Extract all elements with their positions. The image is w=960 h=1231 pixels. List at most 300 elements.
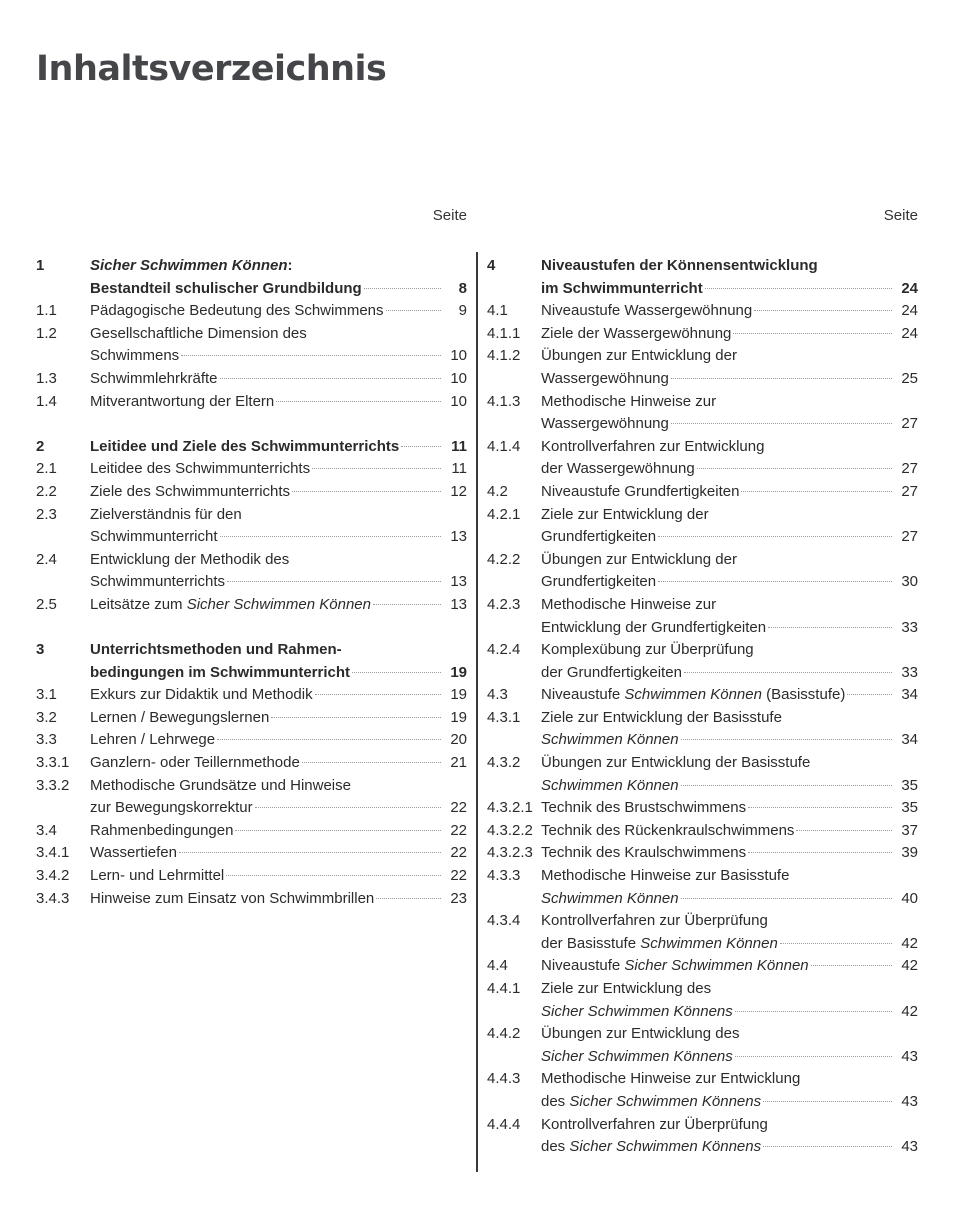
entry-text [541,1114,768,1137]
dot-leader [364,288,441,289]
entry-title [90,481,467,504]
dot-leader [796,830,892,831]
toc-entry[interactable] [487,978,918,1023]
title-fragment: (Basisstufe) [761,686,846,704]
entry-title-line [541,300,918,323]
entry-title-line [90,662,467,685]
title-fragment: Technik des Rückenkraulschwimmens [541,821,795,839]
toc-entry[interactable] [36,775,467,820]
entry-title-line [541,955,918,978]
entry-title-line [90,865,467,888]
entry-text [541,707,782,730]
entry-title-line [90,481,467,504]
entry-number: 3.3.2 [36,776,70,794]
title-fragment: Bestandteil schulischer Grundbildung [90,279,362,297]
entry-title [541,910,918,955]
title-fragment: Leitidee und Ziele des Schwimmunterrichts [90,437,400,455]
entry-number: 4.3.2.3 [487,844,533,862]
entry-title [541,978,918,1023]
entry-text [541,413,669,436]
dot-leader [658,581,892,582]
entry-number: 4.1.4 [487,437,521,455]
toc-entry[interactable] [36,707,467,730]
entry-text [90,481,290,504]
entry-text [541,820,794,843]
entry-text [90,842,177,865]
entry-number: 1.2 [36,324,57,342]
dot-leader [255,807,441,808]
entry-number: 4.1.2 [487,347,521,365]
entry-title [90,368,467,391]
entry-title-line [541,933,918,956]
toc-entry[interactable] [36,865,467,888]
entry-text [90,820,233,843]
entry-text [90,571,225,594]
entry-text [541,978,711,1001]
entry-text [541,752,810,775]
title-fragment: Lernen / Bewegungslernen [90,708,270,726]
toc-entry[interactable] [487,752,918,797]
entry-title [90,594,467,617]
entry-title [541,842,918,865]
entry-text [541,481,739,504]
title-fragment: Ziele zur Entwicklung der [541,505,709,523]
toc-entry[interactable] [36,549,467,594]
page-number: 19 [450,708,467,726]
page-number: 42 [901,1002,918,1020]
italic-title-fragment: Sicher Schwimmen Könnens [569,1138,762,1156]
toc-entry[interactable] [487,1114,918,1159]
entry-text [541,1136,761,1159]
title-fragment: Komplexübung zur Überprüfung [541,641,754,659]
toc-entry[interactable] [487,594,918,639]
page-number: 22 [450,867,467,885]
page-number: 33 [901,618,918,636]
page-number: 27 [901,482,918,500]
dot-leader [352,672,441,673]
column-divider [476,252,478,1172]
dot-leader [658,536,892,537]
toc-entry[interactable] [487,391,918,436]
page-number: 34 [901,686,918,704]
entry-title-line [541,436,918,459]
toc-entry[interactable] [36,888,467,911]
toc-entry[interactable] [487,323,918,346]
page-number: 11 [451,460,467,478]
title-fragment: im Schwimmunterricht [541,279,703,297]
entry-text [541,775,679,798]
toc-entry[interactable] [487,955,918,978]
entry-number: 4.1 [487,302,508,320]
page-number: 21 [450,754,467,772]
dot-leader [748,852,892,853]
entry-title-line [541,1136,918,1159]
page-number: 19 [450,663,467,681]
entry-title-line [541,549,918,572]
entry-title-line [90,255,467,278]
entry-text [90,278,362,301]
toc-entry[interactable] [487,436,918,481]
entry-title-line [541,368,918,391]
entry-title-line [90,594,467,617]
italic-title-fragment: Schwimmen Können [541,776,679,794]
toc-entry[interactable] [36,481,467,504]
dot-leader [179,852,441,853]
page-number: 33 [901,663,918,681]
toc-right-column [487,205,918,1159]
toc-chapter-entry[interactable] [487,255,918,300]
title-fragment: Leitsätze zum [90,595,187,613]
toc-entry[interactable] [487,504,918,549]
toc-entry[interactable] [36,842,467,865]
toc-entry[interactable] [36,504,467,549]
entry-title-line [90,820,467,843]
entry-text [90,549,289,572]
entry-text [90,458,310,481]
section-spacer [36,413,467,436]
page-number: 34 [901,731,918,749]
dot-leader [780,943,892,944]
entry-number: 2.4 [36,550,57,568]
title-fragment: Grundfertigkeiten [541,573,657,591]
toc-entry[interactable] [36,458,467,481]
title-fragment: zur Bewegungskorrektur [90,799,253,817]
entry-title-line [541,458,918,481]
entry-title [541,504,918,549]
entry-text [90,300,384,323]
title-fragment: Ziele der Wassergewöhnung [541,324,732,342]
toc-entries-left [36,255,467,910]
italic-title-fragment: Schwimmen Können [640,934,778,952]
title-fragment: Kontrollverfahren zur Überprüfung [541,1115,768,1133]
entry-title [90,391,467,414]
page-column-label: Seite [883,207,918,224]
italic-title-fragment: Schwimmen Können [624,686,762,704]
entry-title-line [541,1068,918,1091]
dot-leader [754,310,892,311]
toc-entry[interactable] [487,300,918,323]
entry-title [541,707,918,752]
toc-entry[interactable] [487,842,918,865]
toc-entry[interactable] [36,684,467,707]
toc-entry[interactable] [487,639,918,684]
title-fragment: Gesellschaftliche Dimension des [90,324,307,342]
entry-title [541,639,918,684]
entry-number: 4.2.1 [487,505,521,523]
entry-title-line [541,842,918,865]
entry-title-line [541,323,918,346]
entry-title [541,820,918,843]
title-fragment: Schwimmlehrkräfte [90,369,218,387]
entry-title-line [541,865,918,888]
title-fragment: Methodische Hinweise zur Basisstufe [541,867,790,885]
toc-entry[interactable] [36,729,467,752]
entry-title [90,865,467,888]
entry-number: 4.3.2 [487,754,521,772]
entry-text [90,729,215,752]
dot-leader [684,672,892,673]
entry-title-line [541,910,918,933]
entry-number: 4.3.2.2 [487,821,533,839]
entry-title [541,865,918,910]
entry-title [90,729,467,752]
dot-leader [235,830,441,831]
title-fragment: Hinweise zum Einsatz von Schwimmbrillen [90,889,375,907]
entry-title-line [541,820,918,843]
title-fragment: Methodische Hinweise zur [541,392,717,410]
entry-title [541,323,918,346]
entry-title-line [90,323,467,346]
entry-title-line [90,888,467,911]
title-fragment: der Wassergewöhnung [541,460,695,478]
section-spacer [36,617,467,640]
entry-number: 4.1.1 [487,324,521,342]
entry-number: 4.4.1 [487,980,521,997]
entry-text [541,549,737,572]
page-number: 13 [450,595,467,613]
entry-title [90,504,467,549]
page-number: 11 [451,437,467,455]
title-fragment: Lern- und Lehrmittel [90,867,225,885]
dot-leader [681,898,892,899]
entry-title-line [541,639,918,662]
dot-leader [386,310,441,311]
entry-title-line [541,571,918,594]
toc-entry[interactable] [36,391,467,414]
title-fragment: Exkurs zur Didaktik und Methodik [90,686,313,704]
dot-leader [671,378,892,379]
entry-number: 4.3.4 [487,912,521,930]
entry-number: 4.3.3 [487,867,521,885]
page-number: 43 [901,1138,918,1156]
dot-leader [217,739,441,740]
entry-title [541,255,918,300]
page-number: 40 [901,889,918,907]
toc-entry[interactable] [36,323,467,368]
page-number: 22 [450,821,467,839]
page-number: 37 [901,821,918,839]
entry-title [541,797,918,820]
toc-chapter-entry[interactable] [36,639,467,684]
entry-number: 1.1 [36,302,57,320]
entry-number: 3.4 [36,821,57,839]
page-number: 39 [901,844,918,862]
entry-title-line [541,255,918,278]
entry-title-line [541,752,918,775]
entry-title [90,458,467,481]
entry-text [90,797,253,820]
dot-leader [733,333,892,334]
dot-leader [763,1101,892,1102]
toc-entry[interactable] [487,1068,918,1113]
italic-title-fragment: Schwimmen Können [541,731,679,749]
entry-text [541,842,746,865]
title-fragment: Mitverantwortung der Eltern [90,392,275,410]
entry-text [90,888,374,911]
page-number: 13 [450,573,467,591]
entry-number: 3.4.1 [36,844,70,862]
entry-text [541,865,789,888]
page-number: 23 [450,889,467,907]
toc-entry[interactable] [36,368,467,391]
entry-text [541,955,809,978]
entry-title-line [90,345,467,368]
toc-entry[interactable] [487,820,918,843]
entry-title-line [90,842,467,865]
page-column-label: Seite [432,207,467,224]
title-fragment: Wassertiefen [90,844,177,862]
toc-entry[interactable] [487,549,918,594]
dot-leader [276,401,441,402]
entry-title-line [541,662,918,685]
entry-text [90,594,371,617]
entry-number: 4.2.3 [487,595,521,613]
dot-leader [735,1056,892,1057]
dot-leader [292,491,441,492]
entry-title-line [541,1001,918,1024]
toc-entry[interactable] [487,910,918,955]
entry-title-line [90,278,467,301]
entry-text [541,594,716,617]
entry-number: 3 [36,641,45,659]
entry-text [90,368,218,391]
entry-text [541,345,737,368]
entry-title-line [541,391,918,414]
dot-leader [220,536,441,537]
entry-text [90,684,313,707]
page-number: 12 [450,482,467,500]
entry-title [90,842,467,865]
toc-entry[interactable] [36,300,467,323]
entry-text [90,526,218,549]
page-number: 10 [450,369,467,387]
toc-chapter-entry[interactable] [36,436,467,459]
entry-title [541,955,918,978]
title-fragment: Schwimmunterrichts [90,573,226,591]
italic-title-fragment: Sicher Schwimmen Könnens [541,1047,733,1065]
toc-left-column [36,205,467,910]
page-number: 10 [450,392,467,410]
page-number: 22 [450,799,467,817]
entry-text [541,797,746,820]
italic-title-fragment: Sicher Schwimmen Können [624,957,809,975]
entry-title [90,820,467,843]
entry-text [541,368,669,391]
entry-text [541,300,752,323]
toc-chapter-entry[interactable] [36,255,467,300]
page-number: 13 [450,528,467,546]
entry-title-line [541,684,918,707]
entry-title-line [541,413,918,436]
title-fragment: Ganzlern- oder Teillernmethode [90,754,300,772]
entry-number: 2.5 [36,595,57,613]
dot-leader [763,1146,892,1147]
dot-leader [220,378,441,379]
entry-number: 4.4.2 [487,1025,521,1043]
entry-number: 2.1 [36,460,57,478]
toc-entry[interactable] [487,345,918,390]
page-number: 27 [901,460,918,478]
dot-leader [312,468,441,469]
entry-title-line [541,617,918,640]
title-fragment: Niveaustufe [541,686,625,704]
entry-number: 3.4.3 [36,889,70,907]
title-fragment: bedingungen im Schwimmunterricht [90,663,351,681]
page-number: 8 [458,279,467,297]
entry-title-line [541,707,918,730]
toc-entry[interactable] [487,684,918,707]
italic-title-fragment: Sicher Schwimmen Können [90,257,288,274]
italic-title-fragment: Schwimmen Können [541,889,679,907]
toc-entry[interactable] [36,594,467,617]
page-title: Inhaltsverzeichnis [36,49,387,90]
page-number: 27 [901,415,918,433]
entry-number: 4.4.3 [487,1070,521,1088]
entry-title-line [90,571,467,594]
title-fragment: Niveaustufen der Könnensentwicklung [541,257,818,274]
dot-leader [181,355,441,356]
title-fragment: des [541,1138,570,1156]
entry-text [541,1091,761,1114]
entry-text [541,436,764,459]
title-fragment: Technik des Kraulschwimmens [541,844,747,862]
entry-title [90,707,467,730]
page-number: 35 [901,799,918,817]
dot-leader [741,491,892,492]
entry-text [541,255,818,278]
entry-title-line [541,797,918,820]
toc-entry[interactable] [487,797,918,820]
page-number: 43 [901,1047,918,1065]
entry-title [541,549,918,594]
title-fragment: Methodische Hinweise zur [541,595,717,613]
entry-title-line [541,978,918,1001]
entry-text [90,752,300,775]
entry-title [90,300,467,323]
dot-leader [697,468,892,469]
toc-entry[interactable] [36,820,467,843]
dot-leader [748,807,892,808]
entry-text [541,617,766,640]
entry-title [541,1068,918,1113]
title-fragment: Niveaustufe Grundfertigkeiten [541,482,740,500]
toc-entry[interactable] [487,1023,918,1068]
title-fragment: Wassergewöhnung [541,369,669,387]
toc-entry[interactable] [487,481,918,504]
title-fragment: Unterrichtsmethoden und Rahmen- [90,641,342,659]
toc-entry[interactable] [487,707,918,752]
page-number: 30 [901,573,918,591]
entry-title [541,1023,918,1068]
dot-leader [681,739,892,740]
toc-entry[interactable] [36,752,467,775]
italic-title-fragment: Sicher Schwimmen Könnens [569,1092,762,1110]
entry-text [541,729,679,752]
dot-leader [847,694,892,695]
entry-title [90,323,467,368]
entry-number: 3.3 [36,731,57,749]
entry-text [541,910,768,933]
entry-title-line [541,594,918,617]
toc-entry[interactable] [487,865,918,910]
entry-title-line [90,458,467,481]
entry-title [541,594,918,639]
page-number: 20 [450,731,467,749]
entry-number: 4.3.2.1 [487,799,533,817]
title-fragment: Ziele zur Entwicklung des [541,980,712,997]
title-fragment: Technik des Brustschwimmens [541,799,747,817]
title-fragment: des [541,1092,570,1110]
